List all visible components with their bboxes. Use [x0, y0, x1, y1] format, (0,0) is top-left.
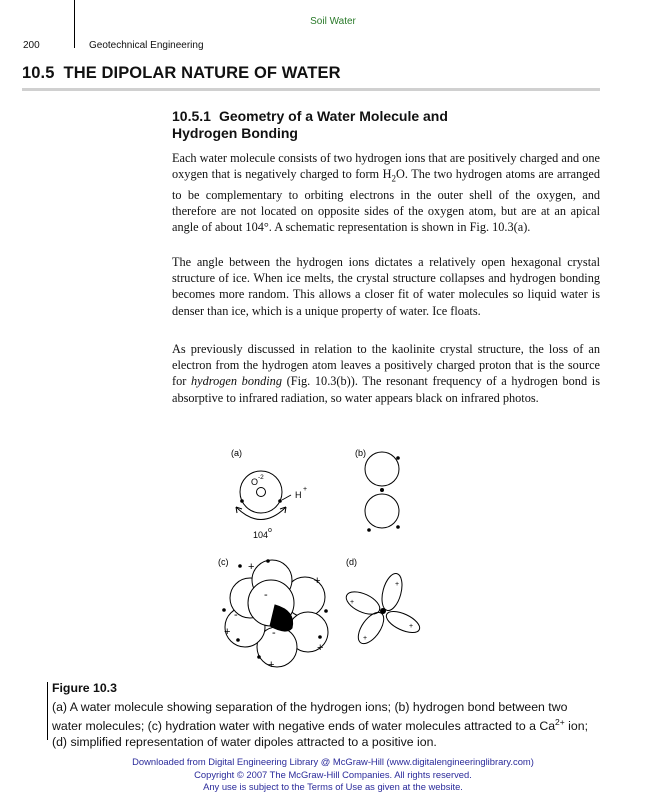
central-positive-ion — [380, 608, 386, 614]
paragraph-1: Each water molecule consists of two hydrogen ions that are positively charged and one oxygen that is negatively charged to form $H_2O$. The two hydrogen atoms are arranged to be complementary to orbiting electrons in the outer shell of the oxygen, and therefore are not located on opposite sides of the oxygen atom, but are at an apical angle of about 104°. A schematic representation is shown in Fig. 10.3(a). — [172, 151, 601, 235]
book-title: Geotechnical Engineering — [89, 40, 204, 51]
panel-b-label: (b) — [355, 448, 366, 458]
upper-hydrogen-dot — [396, 456, 400, 460]
subsection-title-line2: Hydrogen Bonding — [172, 125, 298, 141]
panel-d-label: (d) — [346, 557, 357, 567]
dipole-plus-2: + — [409, 623, 414, 630]
footer-download-link[interactable]: Downloaded from Digital Engineering Library @ McGraw-Hill (www.digitalengineeringlibrary.com) — [132, 756, 534, 767]
subsection-title-line1: Geometry of a Water Molecule and — [218, 108, 448, 124]
minus-bottom: - — [272, 627, 276, 639]
dipole-plus-1: + — [395, 581, 400, 588]
figure-caption: (a) A water molecule showing separation of the hydrogen ions; (b) hydrogen bond between two water molecules; (c) hydration water with negative ends of water molecules attracted to a $Ca^{2+}$ ion; (d) simplified representation of water dipoles attracted to a positive ion. — [52, 700, 588, 749]
panel-d-dipoles — [343, 557, 423, 648]
lower-water-circle — [365, 494, 399, 528]
oxygen-nucleus — [257, 488, 266, 497]
footer-terms-link[interactable]: Any use is subject to the Terms of Use as given at the website. — [203, 781, 463, 792]
dipole-petal-right — [383, 607, 422, 637]
oxygen-label: O — [251, 477, 259, 487]
angle-label: 104 — [253, 530, 269, 540]
paragraph-3: As previously discussed in relation to the kaolinite crystal structure, the loss of an electron from the hydrogen atom leaves a positively charged proton that is the source for hydrogen bonding (Fig. 10.3(b)). The resonant frequency of a hydrogen bond is absorptive to infrared radiation, so water appears black on infrared photos. — [172, 342, 600, 405]
section-number: 10.5 — [22, 64, 55, 82]
plus-bottom: + — [268, 659, 275, 671]
figure-label: Figure 10.3 — [52, 681, 117, 695]
panel-a-label: (a) — [231, 448, 242, 458]
hydrogen-dot-left — [240, 499, 244, 503]
header-divider — [74, 0, 75, 48]
plus-top: + — [248, 561, 255, 573]
subsection-number: 10.5.1 — [172, 108, 211, 124]
lower-hydrogen-dot-left — [367, 528, 371, 532]
plus-right: + — [314, 575, 321, 587]
dipole-plus-4: + — [350, 599, 355, 606]
dipole-plus-3: + — [363, 635, 368, 642]
oxygen-charge: -2 — [258, 474, 264, 481]
running-head: Soil Water — [310, 16, 356, 27]
hydrogen-dot-c7 — [257, 655, 261, 659]
hydrogen-charge: + — [303, 486, 308, 493]
panel-b-hydrogen-bond — [355, 448, 400, 532]
caption-bar — [47, 682, 48, 740]
panel-c-hydration-water — [218, 557, 328, 671]
plus-left: + — [224, 626, 231, 638]
section-heading — [22, 64, 341, 83]
hydrogen-dot-c6 — [236, 638, 240, 642]
minus-top: - — [264, 589, 268, 601]
paragraph-2: The angle between the hydrogen ions dictates a relatively open hexagonal crystal structure of ice. When ice melts, the crystal structure collapses and hydrogen bonding becomes more random. This allows a closer fit of water molecules so liquid water is denser than ice, which is a unique property of water. Ice floats. — [172, 255, 600, 318]
hydrogen-dot-c5 — [222, 608, 226, 612]
panel-c-label: (c) — [218, 557, 229, 567]
hydrogen-dot-c2 — [266, 559, 270, 563]
subsection-heading — [172, 108, 572, 142]
hydrogen-dot-right — [278, 499, 282, 503]
hydrogen-dot-c3 — [324, 609, 328, 613]
figure-10-3 — [214, 442, 434, 672]
section-title: THE DIPOLAR NATURE OF WATER — [63, 64, 341, 82]
angle-unit: o — [268, 527, 272, 534]
section-rule — [22, 88, 600, 91]
minus-left: - — [234, 609, 238, 621]
hydrogen-leader — [282, 495, 291, 500]
footer — [0, 756, 666, 794]
upper-water-circle — [365, 452, 399, 486]
footer-copyright: Copyright © 2007 The McGraw-Hill Companies. All rights reserved. — [194, 768, 472, 780]
page-number: 200 — [23, 40, 40, 51]
panel-a-water-molecule — [231, 448, 307, 540]
dipole-petal-up — [378, 571, 405, 612]
hydrogen-dot-c1 — [238, 564, 242, 568]
hydrogen-label: H — [295, 490, 302, 500]
plus-lower-right: + — [317, 642, 324, 654]
dipole-petal-left — [343, 587, 383, 619]
hydrogen-bonding-term: hydrogen bonding — [191, 374, 282, 389]
hydrogen-dot-c4 — [318, 635, 322, 639]
bonding-hydrogen-dot — [380, 488, 384, 492]
lower-hydrogen-dot-right — [396, 525, 400, 529]
